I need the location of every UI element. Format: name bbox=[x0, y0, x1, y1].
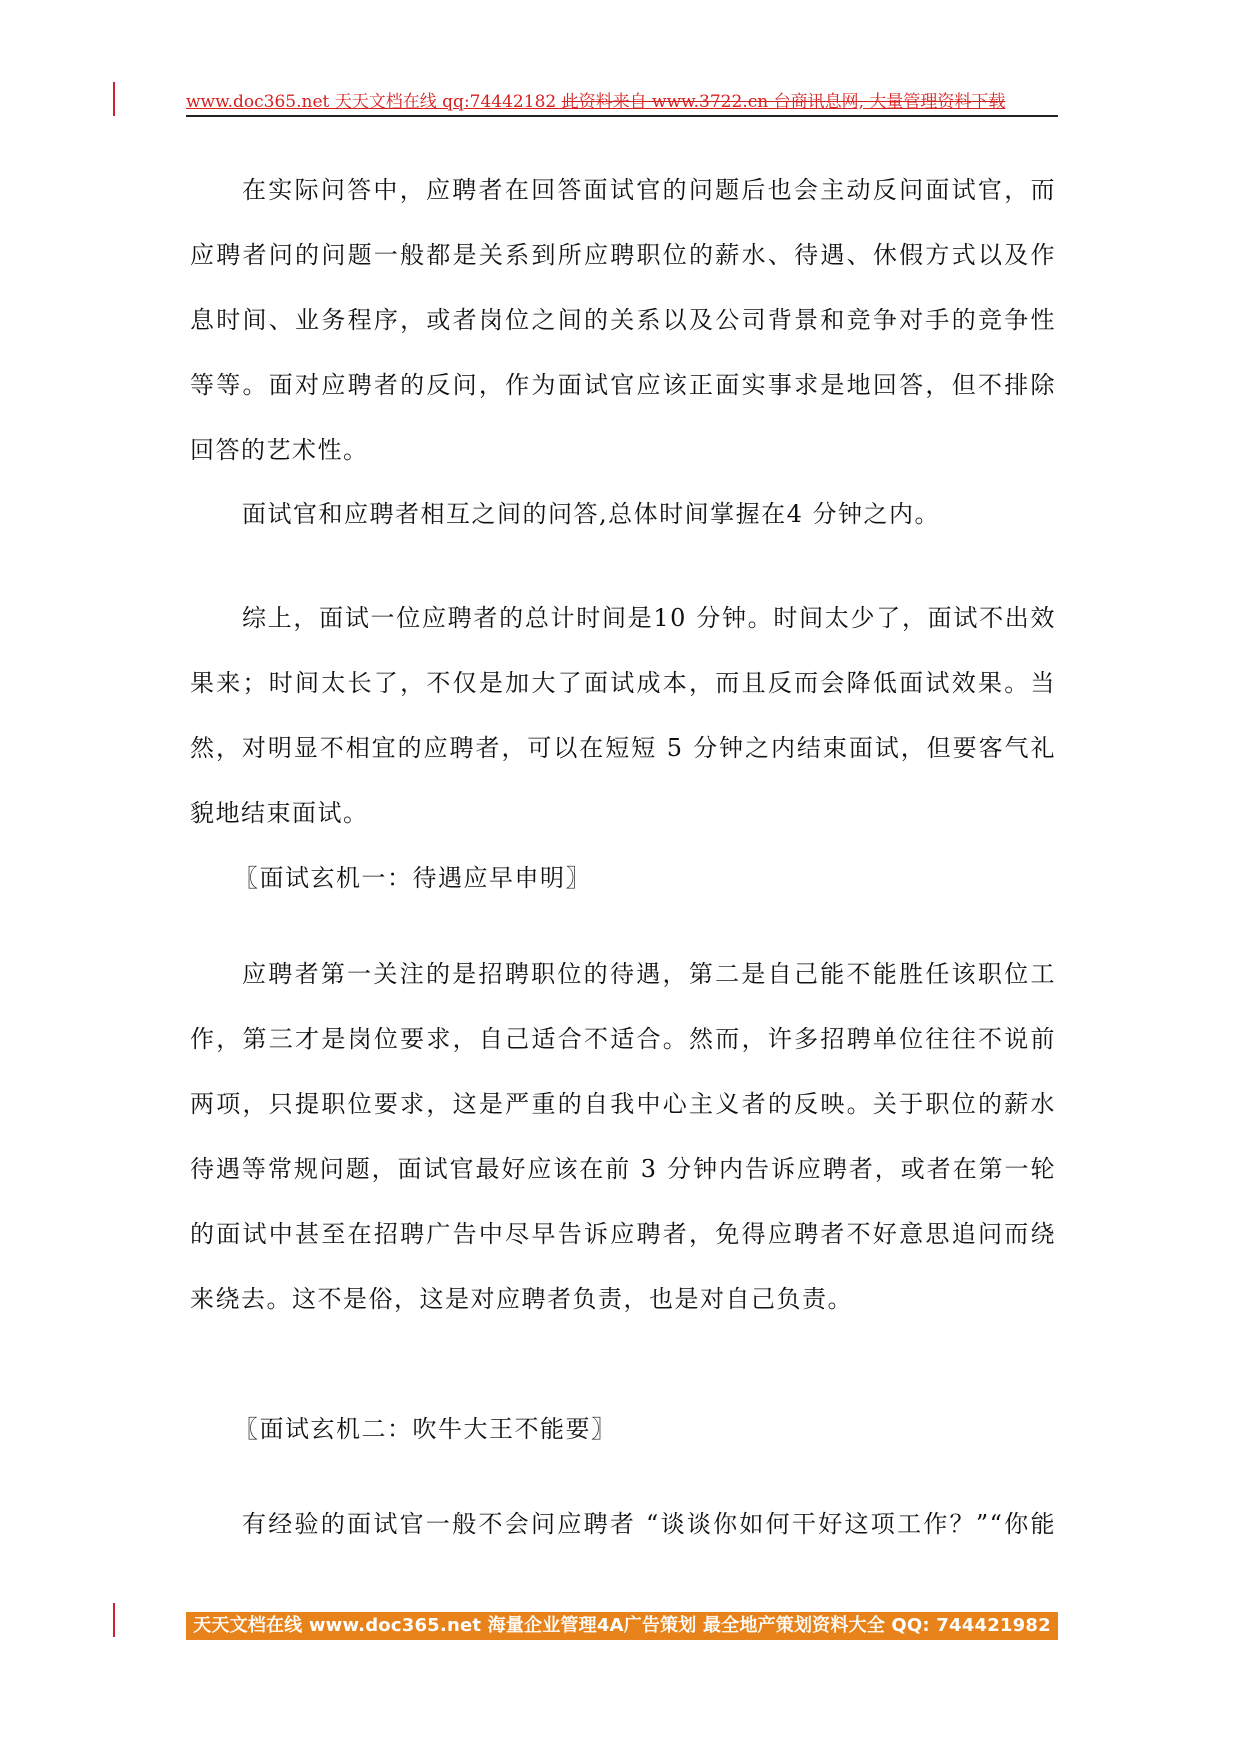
header-text-secondary: 此资料来自 www.3722.cn 台商讯息网, 大量管理资料下载 bbox=[561, 92, 1006, 112]
paragraph-line: 综上，面试一位应聘者的总计时间是10 分钟。时间太少了，面试不出效 bbox=[242, 604, 1056, 632]
paragraph-line: 来绕去。这不是俗，这是对应聘者负责，也是对自己负责。 bbox=[190, 1285, 853, 1313]
crop-mark-bottom bbox=[113, 1603, 115, 1637]
paragraph-line: 果来；时间太长了，不仅是加大了面试成本，而且反而会降低面试效果。当 bbox=[190, 669, 1056, 697]
paragraph-2 bbox=[190, 482, 1056, 547]
section-heading-1: 〖面试玄机一：待遇应早申明〗 bbox=[234, 864, 591, 892]
paragraph-line: 貌地结束面试。 bbox=[190, 799, 369, 827]
paragraph-line: 两项，只提职位要求，这是严重的自我中心主义者的反映。关于职位的薪水 bbox=[190, 1090, 1056, 1118]
paragraph-line: 面试官和应聘者相互之间的问答,总体时间掌握在4 分钟之内。 bbox=[242, 500, 941, 528]
paragraph-line: 待遇等常规问题，面试官最好应该在前 3 分钟内告诉应聘者，或者在第一轮 bbox=[190, 1155, 1056, 1183]
page-header bbox=[186, 90, 1056, 114]
crop-mark-top bbox=[113, 82, 115, 116]
header-divider bbox=[186, 115, 1058, 117]
paragraph-3 bbox=[190, 586, 1056, 846]
paragraph-line: 的面试中甚至在招聘广告中尽早告诉应聘者，免得应聘者不好意思追问而绕 bbox=[190, 1220, 1056, 1248]
paragraph-line: 然，对明显不相宜的应聘者，可以在短短 5 分钟之内结束面试，但要客气礼 bbox=[190, 734, 1056, 762]
paragraph-line: 回答的艺术性。 bbox=[190, 436, 369, 464]
paragraph-line: 息时间、业务程序，或者岗位之间的关系以及公司背景和竞争对手的竞争性 bbox=[190, 306, 1056, 334]
paragraph-line: 应聘者第一关注的是招聘职位的待遇，第二是自己能不能胜任该职位工 bbox=[242, 960, 1056, 988]
paragraph-line: 在实际问答中，应聘者在回答面试官的问题后也会主动反问面试官，而 bbox=[242, 176, 1056, 204]
paragraph-line: 有经验的面试官一般不会问应聘者 “谈谈你如何干好这项工作？”“你能 bbox=[242, 1510, 1056, 1538]
paragraph-line: 等等。面对应聘者的反问，作为面试官应该正面实事求是地回答，但不排除 bbox=[190, 371, 1056, 399]
header-text-primary: www.doc365.net 天天文档在线 qq:74442182 bbox=[186, 92, 562, 112]
paragraph-1 bbox=[190, 158, 1056, 483]
paragraph-5 bbox=[190, 1492, 1056, 1557]
footer-banner: 天天文档在线 www.doc365.net 海量企业管理4A广告策划 最全地产策划资料大全 QQ: 744421982 bbox=[186, 1612, 1058, 1640]
paragraph-4 bbox=[190, 942, 1056, 1332]
paragraph-line: 作，第三才是岗位要求，自己适合不适合。然而，许多招聘单位往往不说前 bbox=[190, 1025, 1056, 1053]
paragraph-line: 应聘者问的问题一般都是关系到所应聘职位的薪水、待遇、休假方式以及作 bbox=[190, 241, 1056, 269]
section-heading-2: 〖面试玄机二：吹牛大王不能要〗 bbox=[234, 1415, 617, 1443]
